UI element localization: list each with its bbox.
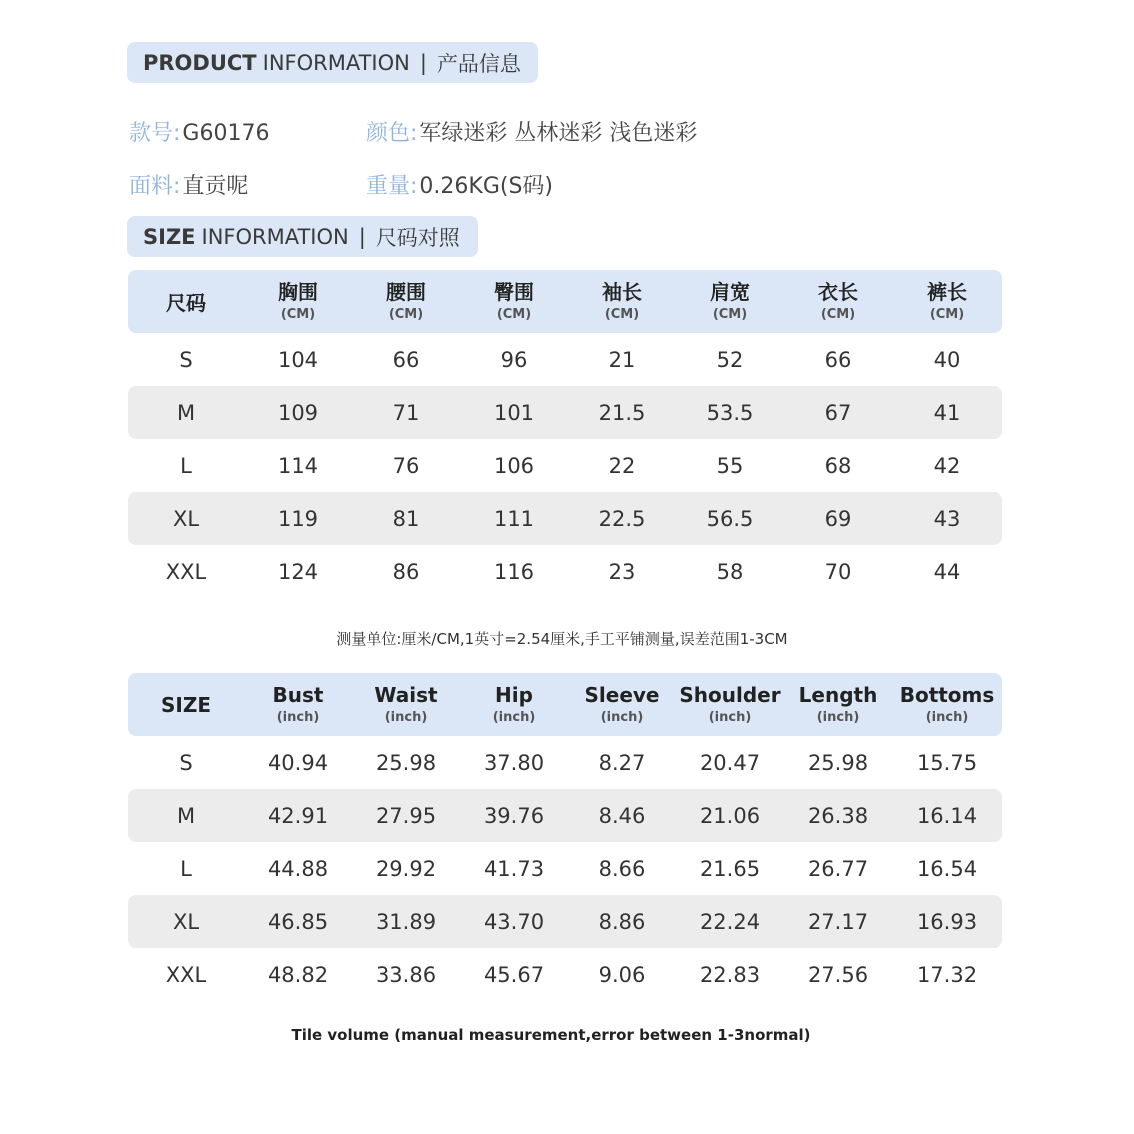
table-cell: 16.93	[892, 895, 1002, 948]
table-cell: 124	[277, 559, 319, 584]
table-cell: L	[180, 856, 192, 881]
table-cell: 96	[500, 347, 528, 372]
inch-header-col: Sleeve (inch)	[584, 683, 660, 725]
table-cell: 86	[392, 559, 420, 584]
inch-header-size: SIZE	[160, 692, 211, 717]
table-cell: S	[179, 347, 193, 372]
table-cell: 101	[460, 386, 568, 439]
table-cell: 21	[608, 347, 636, 372]
table-cell: 42.91	[244, 789, 352, 842]
table-cell: L	[180, 453, 192, 478]
table-cell: 42	[933, 453, 961, 478]
table-row	[128, 895, 1002, 948]
table-cell: 27.17	[784, 895, 892, 948]
size-header-rest: INFORMATION	[201, 224, 349, 249]
table-cell: 43	[892, 492, 1002, 545]
size-info-header	[127, 216, 478, 257]
table-cell: 40	[933, 347, 961, 372]
weight-label: 重量:	[366, 174, 418, 199]
size-header-bold: SIZE	[143, 224, 196, 249]
inch-header-col: Bust (inch)	[272, 683, 324, 725]
table-cell: 52	[716, 347, 744, 372]
table-cell: 70	[824, 559, 852, 584]
cm-header-col: 臀围 (CM)	[494, 280, 534, 322]
table-cell: 26.38	[784, 789, 892, 842]
table-cell: 9.06	[598, 962, 646, 987]
inch-header-col: Hip (inch)	[492, 683, 536, 725]
table-cell: 48.82	[267, 962, 329, 987]
table-cell: 22.83	[699, 962, 761, 987]
product-info-header	[127, 42, 538, 83]
weight-value: 0.26KG(S码)	[419, 174, 554, 199]
table-cell: 39.76	[460, 789, 568, 842]
inch-header-col: Waist (inch)	[374, 683, 438, 725]
color-label: 颜色:	[366, 121, 418, 146]
table-cell: 22.24	[676, 895, 784, 948]
table-row	[128, 439, 1002, 492]
fabric-label: 面料:	[129, 174, 181, 199]
cm-table-header	[128, 270, 1002, 333]
table-cell: 40.94	[267, 750, 329, 775]
cm-header-col: 胸围 (CM)	[278, 280, 318, 322]
color-row	[366, 116, 697, 147]
product-header-sep: |	[419, 50, 427, 75]
cm-header-col: 肩宽 (CM)	[710, 280, 750, 322]
table-cell: 27.56	[807, 962, 869, 987]
table-cell: XL	[128, 492, 244, 545]
table-cell: 29.92	[375, 856, 437, 881]
table-cell: M	[128, 386, 244, 439]
style-number-label: 款号:	[129, 121, 181, 146]
table-cell: 8.27	[598, 750, 646, 775]
table-cell: 41	[892, 386, 1002, 439]
table-cell: 71	[352, 386, 460, 439]
table-cell: 66	[824, 347, 852, 372]
table-cell: 56.5	[676, 492, 784, 545]
table-cell: 44	[933, 559, 961, 584]
table-cell: 27.95	[352, 789, 460, 842]
table-cell: 8.86	[568, 895, 676, 948]
table-cell: 68	[824, 453, 852, 478]
table-cell: 44.88	[267, 856, 329, 881]
table-cell: 16.14	[892, 789, 1002, 842]
table-row	[128, 948, 1002, 1001]
table-cell: 21.65	[699, 856, 761, 881]
cm-header-col: 腰围 (CM)	[386, 280, 426, 322]
weight-row	[366, 169, 553, 200]
table-cell: 22.5	[568, 492, 676, 545]
table-cell: 43.70	[460, 895, 568, 948]
fabric-value: 直贡呢	[182, 174, 249, 199]
table-cell: 37.80	[483, 750, 545, 775]
cm-size-table	[128, 270, 1002, 598]
table-cell: 17.32	[916, 962, 978, 987]
table-cell: 16.54	[916, 856, 978, 881]
size-header-cn: 尺码对照	[375, 225, 460, 250]
table-cell: 21.5	[568, 386, 676, 439]
table-cell: 104	[277, 347, 319, 372]
style-number-value: G60176	[182, 121, 270, 146]
table-row	[128, 545, 1002, 598]
table-row	[128, 736, 1002, 789]
product-header-bold: PRODUCT	[143, 50, 257, 75]
table-cell: 23	[608, 559, 636, 584]
product-header-cn: 产品信息	[436, 51, 521, 76]
inch-header-col: Bottoms (inch)	[899, 683, 995, 725]
table-cell: 69	[784, 492, 892, 545]
table-cell: S	[179, 750, 193, 775]
color-value: 军绿迷彩 丛林迷彩 浅色迷彩	[419, 121, 698, 146]
table-cell: 25.98	[375, 750, 437, 775]
fabric-row	[129, 169, 248, 200]
table-cell: 8.66	[598, 856, 646, 881]
product-header-rest: INFORMATION	[262, 50, 410, 75]
inch-table-header	[128, 673, 1002, 736]
table-cell: 15.75	[916, 750, 978, 775]
inch-header-col: Length (inch)	[798, 683, 878, 725]
table-row	[128, 386, 1002, 439]
table-cell: XL	[128, 895, 244, 948]
table-cell: 111	[460, 492, 568, 545]
table-cell: 31.89	[352, 895, 460, 948]
table-cell: 45.67	[483, 962, 545, 987]
table-cell: 21.06	[676, 789, 784, 842]
table-cell: 22	[608, 453, 636, 478]
table-cell: 66	[392, 347, 420, 372]
table-cell: 41.73	[483, 856, 545, 881]
cm-header-col: 衣长 (CM)	[818, 280, 858, 322]
table-cell: 67	[784, 386, 892, 439]
table-cell: 76	[392, 453, 420, 478]
table-cell: XXL	[165, 559, 207, 584]
style-number-row	[129, 116, 269, 147]
table-cell: 119	[244, 492, 352, 545]
table-cell: 55	[716, 453, 744, 478]
table-cell: 53.5	[676, 386, 784, 439]
table-cell: M	[128, 789, 244, 842]
table-cell: 33.86	[375, 962, 437, 987]
table-cell: 20.47	[699, 750, 761, 775]
table-cell: 58	[716, 559, 744, 584]
table-cell: 81	[352, 492, 460, 545]
size-header-sep: |	[358, 224, 366, 249]
table-row	[128, 492, 1002, 545]
cm-header-col: 裤长 (CM)	[927, 280, 967, 322]
table-row	[128, 842, 1002, 895]
table-cell: 114	[277, 453, 319, 478]
inch-measurement-note: Tile volume (manual measurement,error between 1-3normal)	[291, 1026, 811, 1044]
inch-size-table	[128, 673, 1002, 1001]
table-cell: 109	[244, 386, 352, 439]
table-cell: 106	[493, 453, 535, 478]
table-row	[128, 789, 1002, 842]
table-cell: 46.85	[244, 895, 352, 948]
cm-measurement-note: 测量单位:厘米/CM,1英寸=2.54厘米,手工平铺测量,误差范围1-3CM	[336, 630, 788, 648]
cm-header-col: 袖长 (CM)	[602, 280, 642, 322]
table-row	[128, 333, 1002, 386]
table-cell: 116	[493, 559, 535, 584]
table-cell: 26.77	[807, 856, 869, 881]
cm-header-size: 尺码	[166, 291, 206, 315]
inch-header-col: Shoulder (inch)	[679, 683, 781, 725]
table-cell: 25.98	[807, 750, 869, 775]
table-cell: XXL	[165, 962, 207, 987]
table-cell: 8.46	[568, 789, 676, 842]
